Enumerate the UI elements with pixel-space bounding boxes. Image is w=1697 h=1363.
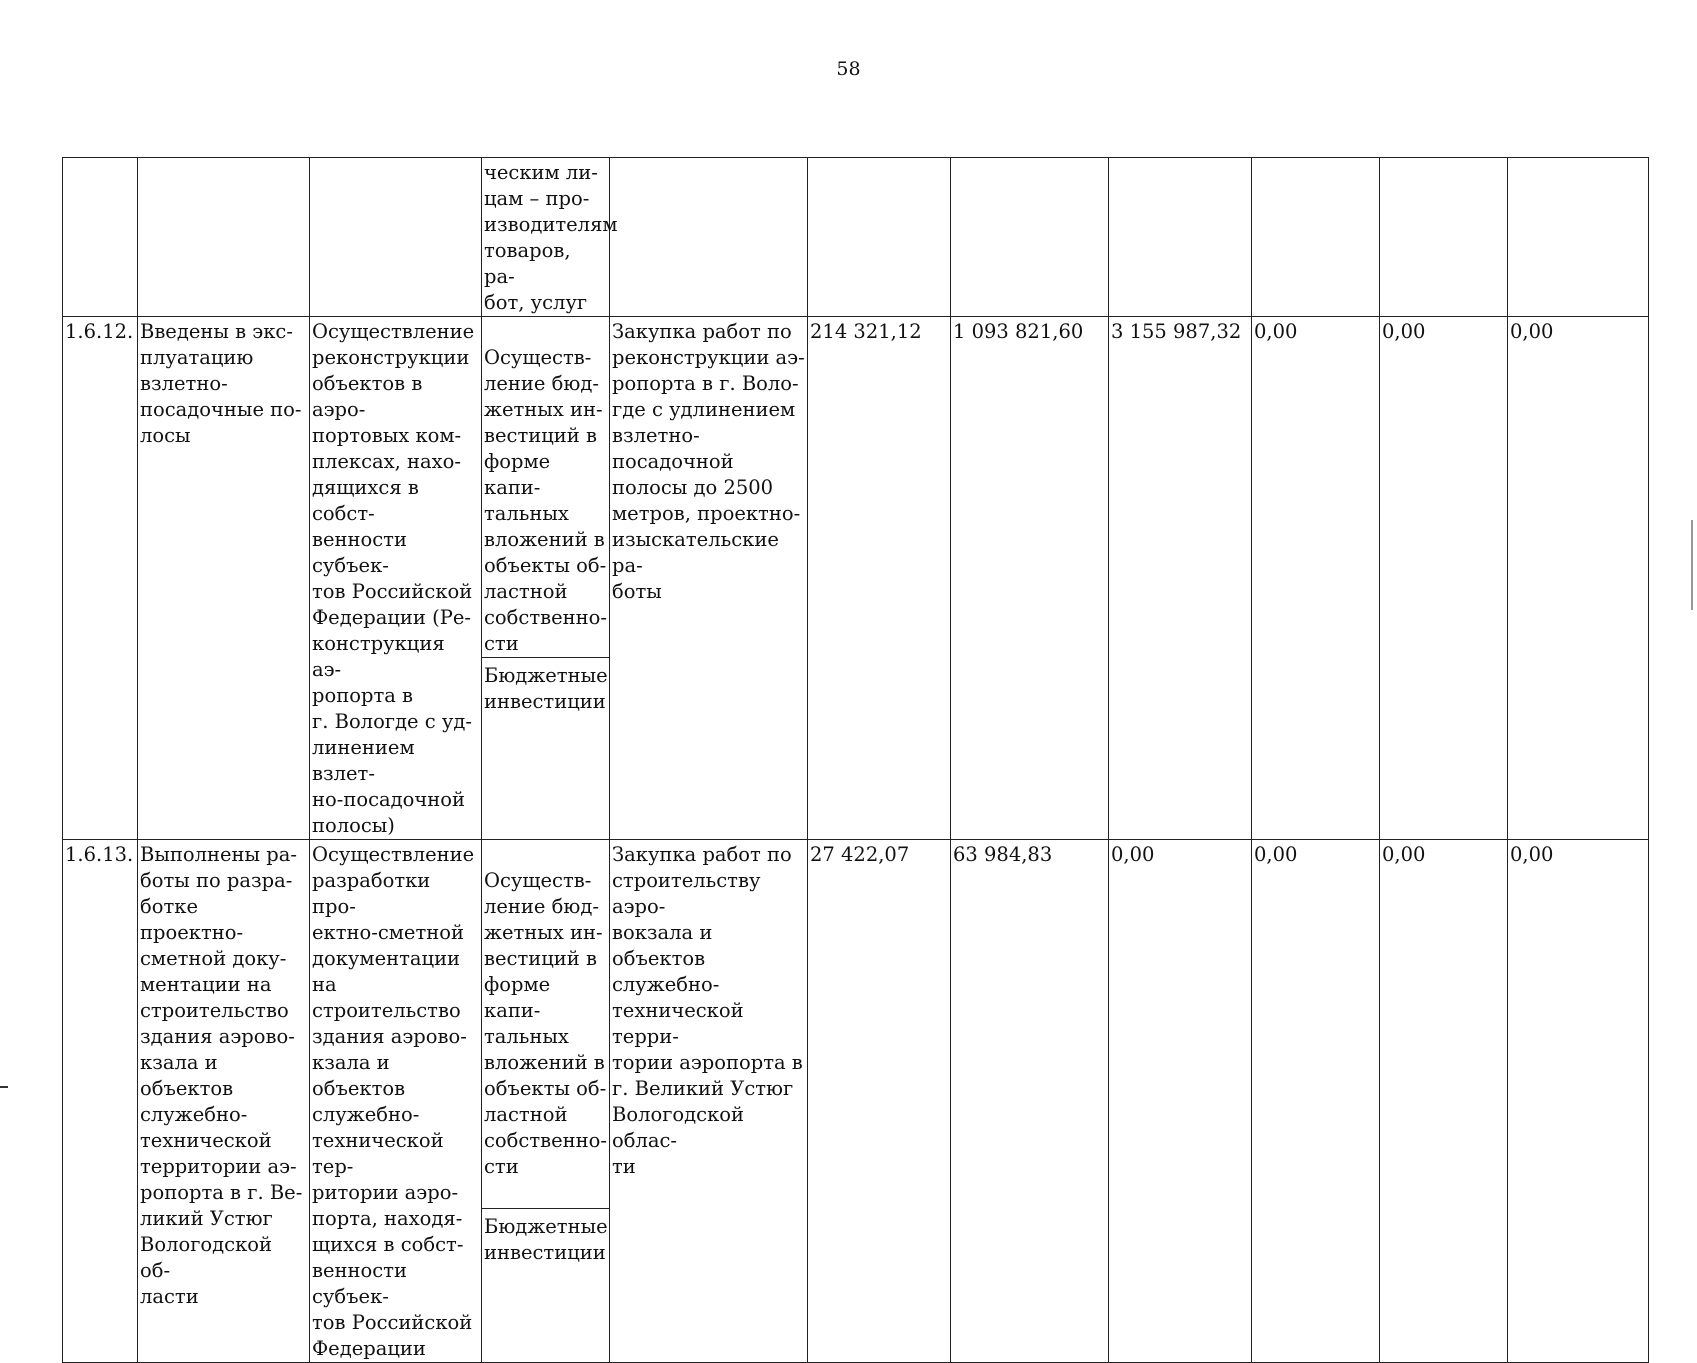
continuation-row: [63, 158, 1649, 317]
cell-result: Введены в экс- плуатацию взлетно- посадочные по- лосы: [138, 317, 310, 840]
scan-edge-mark: [1691, 520, 1693, 610]
cell-event: [310, 158, 482, 317]
cell-value-1: [808, 158, 951, 317]
cell-event: Осуществление разработки про- ектно-сметной документации на строительство здания аэрово- кзала и объектов служебно- технической тер- ритории аэро- порта, находя- щихся в собст- венности субъек- тов Российской Федерации: [310, 840, 482, 1363]
cell-value-4: 0,00: [1252, 840, 1380, 1363]
table-row: [63, 317, 1649, 840]
cell-value-6: 0,00: [1508, 840, 1649, 1363]
cell-value-3: [1109, 158, 1252, 317]
cell-value-2: 63 984,83: [951, 840, 1109, 1363]
page-number: 58: [836, 58, 861, 80]
cell-value-5: 0,00: [1380, 840, 1508, 1363]
cell-value-5: [1380, 158, 1508, 317]
cell-event: Осуществление реконструкции объектов в аэро- портовых ком- плексах, нахо- дящихся в собст- венности субъек- тов Российской Федерации (Ре- конструкция аэ- ропорта в г. Вологде с уд- линением взлет- но-посадочной полосы): [310, 317, 482, 840]
cell-value-1: 27 422,07: [808, 840, 951, 1363]
form-primary: Осуществ- ление бюд- жетных ин- вестиций в форме капи- тальных вложений в объекты об- ластной собственно- сти: [484, 869, 607, 1178]
cell-value-2: [951, 158, 1109, 317]
cell-form: [482, 317, 610, 840]
form-subtable: [482, 343, 610, 715]
form-subtable: [482, 866, 610, 1266]
cell-form: ческим ли- цам – про- изводителям товаров, ра- бот, услуг: [482, 158, 610, 317]
cell-code: [63, 158, 138, 317]
form-secondary: Бюджетные инвестиции: [484, 664, 608, 713]
cell-object: Закупка работ по реконструкции аэ- ропорта в г. Воло- где с удлинением взлетно-посадочной полосы до 2500 метров, проектно- изыскательские ра- боты: [610, 317, 808, 840]
cell-code: 1.6.12.: [63, 317, 138, 840]
table-row: [63, 840, 1649, 1363]
cell-value-2: 1 093 821,60: [951, 317, 1109, 840]
cell-value-4: [1252, 158, 1380, 317]
cell-form: [482, 840, 610, 1363]
cell-object: Закупка работ по строительству аэро- вокзала и объектов служебно- технической терри- тории аэропорта в г. Великий Устюг Вологодской облас- ти: [610, 840, 808, 1363]
cell-value-3: 3 155 987,32: [1109, 317, 1252, 840]
cell-result: Выполнены ра- боты по разра- ботке проектно- сметной доку- ментации на строительство здания аэрово- кзала и объектов служебно- технической территории аэ- ропорта в г. Ве- ликий Устюг Вологодской об- ласти: [138, 840, 310, 1363]
cell-value-4: 0,00: [1252, 317, 1380, 840]
form-secondary: Бюджетные инвестиции: [484, 1214, 608, 1264]
cell-value-1: 214 321,12: [808, 317, 951, 840]
cell-value-6: 0,00: [1508, 317, 1649, 840]
measures-table: [62, 157, 1649, 1363]
cell-value-6: [1508, 158, 1649, 317]
cell-value-5: 0,00: [1380, 317, 1508, 840]
cell-result: [138, 158, 310, 317]
margin-mark: [0, 1086, 8, 1088]
form-primary: Осуществ- ление бюд- жетных ин- вестиций в форме капи- тальных вложений в объекты об- ластной собственно- сти: [484, 346, 607, 655]
cell-code: 1.6.13.: [63, 840, 138, 1363]
cell-value-3: 0,00: [1109, 840, 1252, 1363]
cell-object: [610, 158, 808, 317]
